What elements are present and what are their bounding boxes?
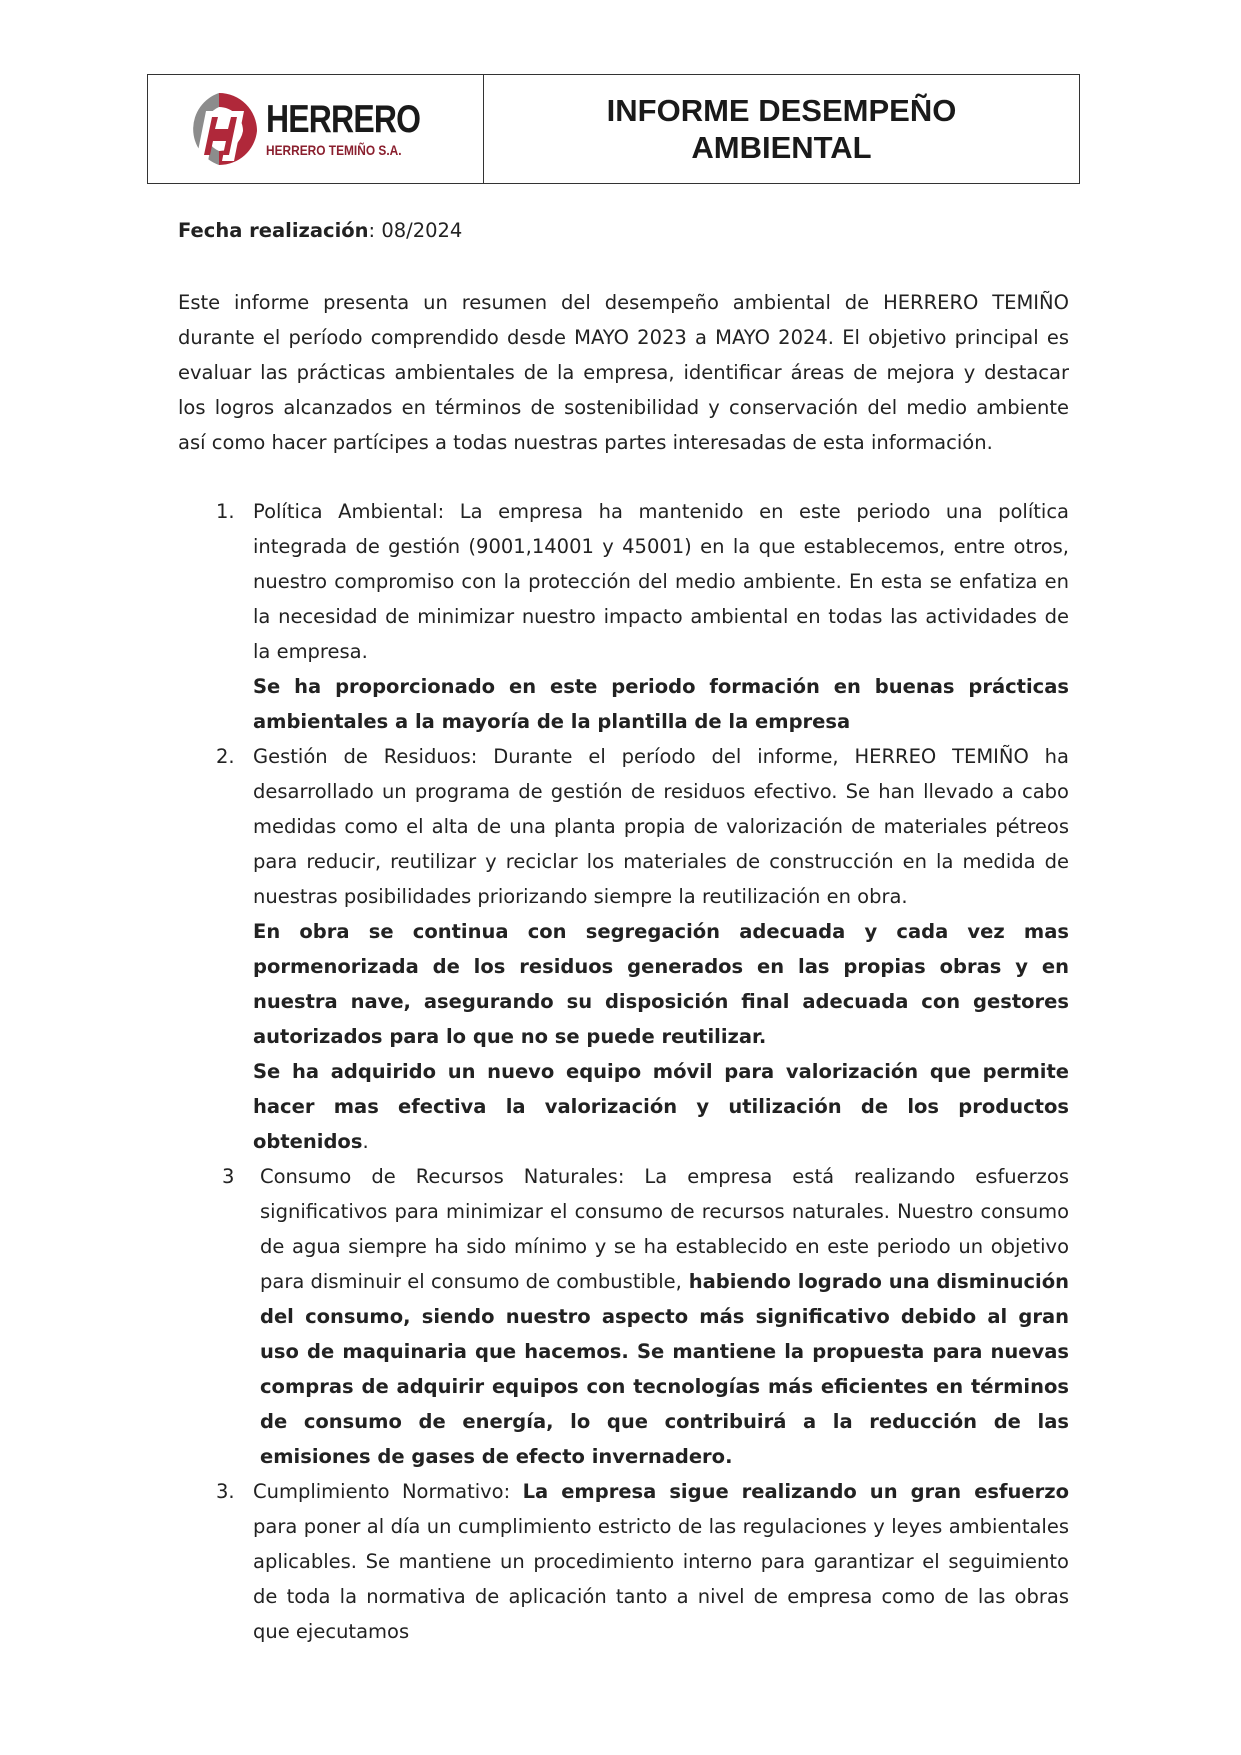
item-bold-text: habiendo logrado una disminución del consumo, siendo nuestro aspecto más significativo debido al gran uso de maquinaria que hacemos. Se mantiene la propuesta para nuevas compras de adquirir equipos con tecnologías más eficientes en términos de consumo de energía, lo que contribuirá a la reducción de las emisiones de gases de efecto invernadero.: [260, 1270, 1070, 1468]
date-value: : 08/2024: [368, 219, 463, 242]
list-item-environmental-policy: [178, 494, 1069, 739]
item-text: para poner al día un cumplimiento estricto de las regulaciones y leyes ambientales aplicables. Se mantiene un procedimiento interno para garantizar el seguimiento de toda la normativa de aplicación tanto a nivel de empresa como de las obras que ejecutamos: [253, 1515, 1069, 1643]
item-text: Política Ambiental: La empresa ha mantenido en este periodo una política integrada de gestión (9001,14001 y 45001) en la que establecemos, entre otros, nuestro compromiso con la protección del medio ambiente. En esta se enfatiza en la necesidad de minimizar nuestro impacto ambiental en todas las actividades de la empresa.: [253, 500, 1069, 663]
item-bold-text: Se ha proporcionado en este periodo formación en buenas prácticas ambientales a la mayoría de la plantilla de la empresa: [253, 675, 1069, 733]
title-line-1: INFORME DESEMPEÑO: [606, 93, 957, 128]
item-tail: .: [362, 1130, 369, 1153]
list-item-regulatory-compliance: [178, 1474, 1069, 1649]
item-number: 3: [222, 1165, 235, 1188]
intro-paragraph: Este informe presenta un resumen del desempeño ambiental de HERRERO TEMIÑO durante el período comprendido desde MAYO 2023 a MAYO 2024. El objetivo principal es evaluar las prácticas ambientales de la empresa, identificar áreas de mejora y destacar los logros alcanzados en términos de sostenibilidad y conservación del medio ambiente así como hacer partícipes a todas nuestras partes interesadas de esta información.: [178, 291, 1069, 454]
logo-cell: [148, 75, 484, 183]
item-text: Consumo de Recursos Naturales: La empresa está realizando esfuerzos significativos para minimizar el consumo de recursos naturales. Nuestro consumo de agua siempre ha sido mínimo y se ha establecido en este periodo un objetivo para disminuir el consumo de combustible,: [260, 1165, 1069, 1293]
item-bold-text: La empresa sigue realizando un gran esfuerzo: [522, 1480, 1069, 1503]
herrero-h-logo-icon: [176, 89, 262, 169]
item-bold-text: En obra se continua con segregación adecuada y cada vez mas pormenorizada de los residuos generados en las propias obras y en nuestra nave, asegurando su disposición final adecuada con gestores autorizados para lo que no se puede reutilizar.: [253, 920, 1069, 1048]
item-number: 2.: [216, 745, 235, 768]
item-text: Gestión de Residuos: Durante el período del informe, HERREO TEMIÑO ha desarrollado un programa de gestión de residuos efectivo. Se han llevado a cabo medidas como el alta de una planta propia de valorización de materiales pétreos para reducir, reutilizar y reciclar los materiales de construcción en la medida de nuestras posibilidades priorizando siempre la reutilización en obra.: [253, 745, 1069, 908]
topics-list: [178, 494, 1069, 1649]
list-item-waste-management: [178, 739, 1069, 1159]
list-item-natural-resources: [178, 1159, 1069, 1474]
title-line-2: AMBIENTAL: [691, 130, 872, 165]
company-logo: [176, 89, 454, 169]
item-number: 3.: [216, 1480, 235, 1503]
logo-company-name: HERRERO TEMIÑO S.A.: [266, 142, 403, 158]
item-lead: Cumplimiento Normativo:: [253, 1480, 523, 1503]
item-number: 1.: [216, 500, 235, 523]
item-bold-text: Se ha adquirido un nuevo equipo móvil para valorización que permite hacer mas efectiva la valorización y utilización de los productos obtenidos: [253, 1060, 1069, 1153]
document-title: [484, 75, 1079, 183]
date-line: [178, 218, 462, 244]
date-label: Fecha realización: [178, 219, 369, 242]
document-header: [147, 74, 1080, 184]
logo-brand-name: HERRERO: [266, 98, 421, 141]
